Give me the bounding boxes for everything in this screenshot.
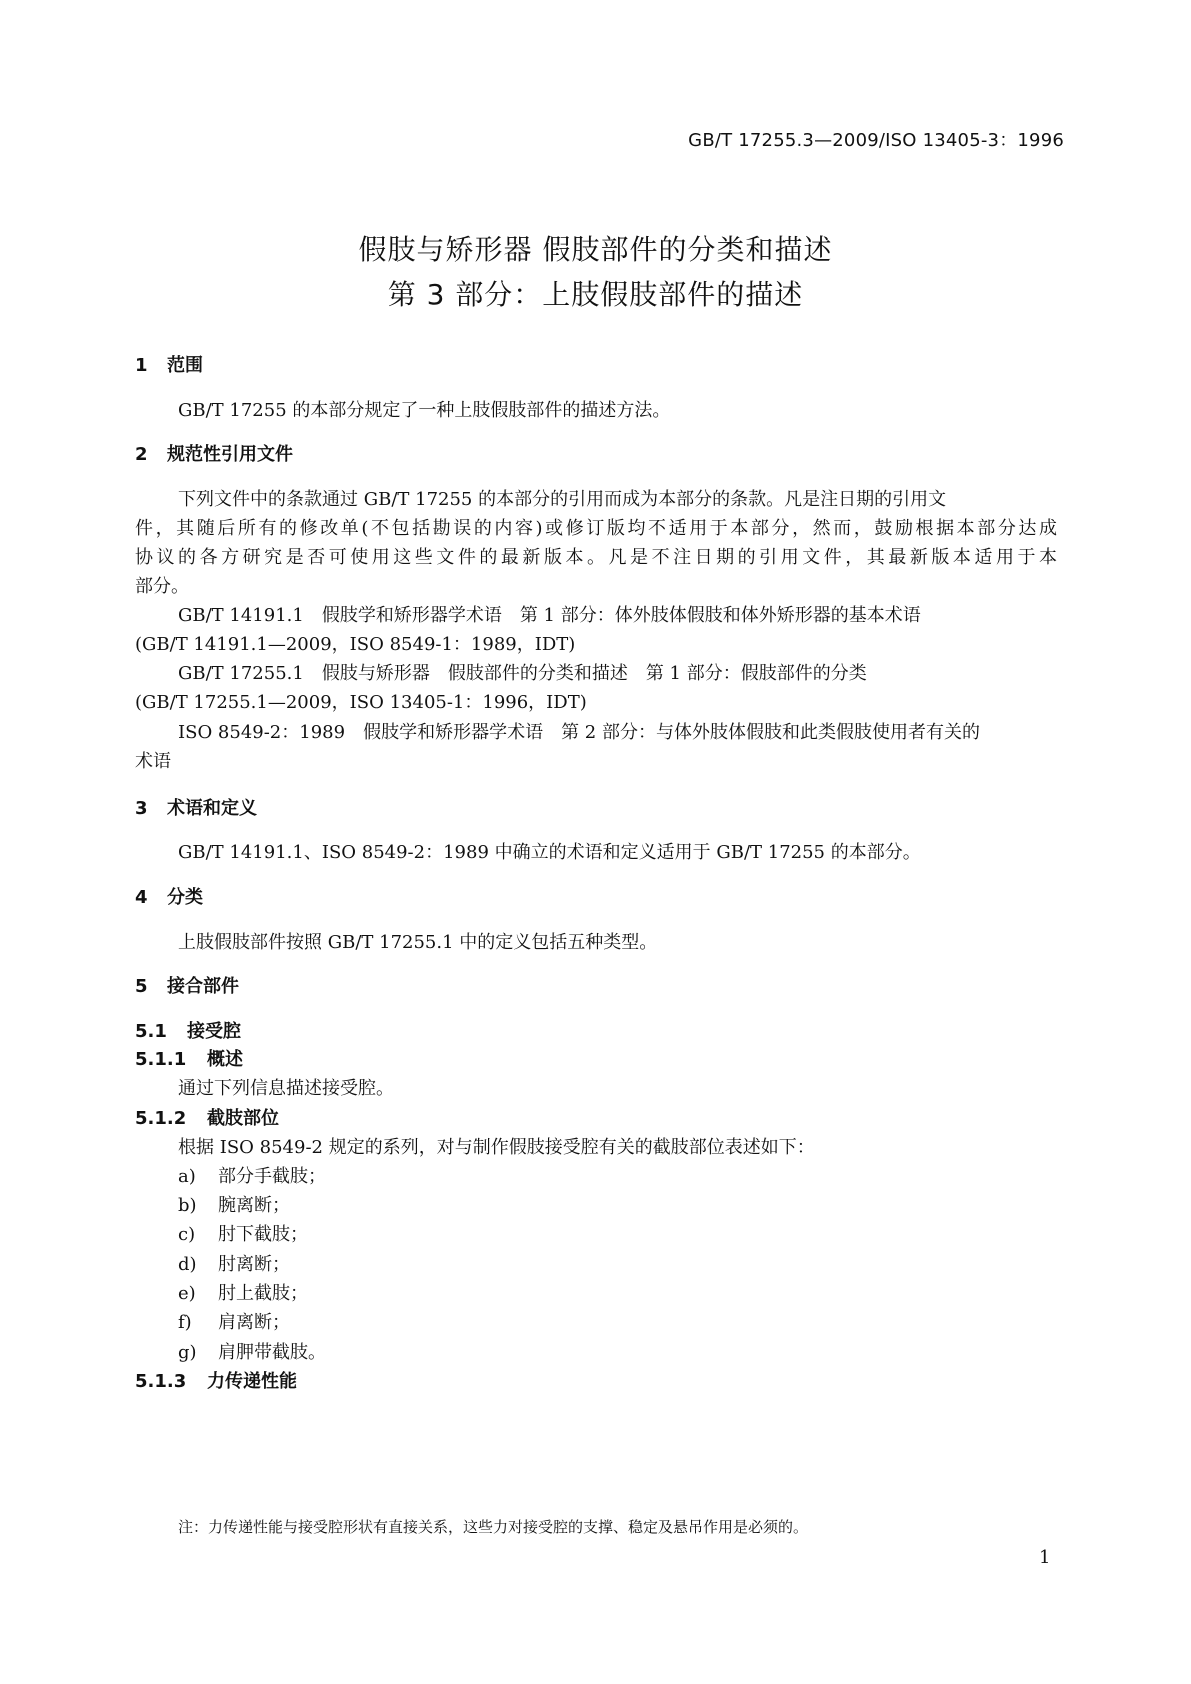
document-title: 假肢与矫形器 假肢部件的分类和描述: [358, 233, 833, 266]
list-marker: c): [178, 1224, 196, 1245]
section-title: 分类: [167, 887, 203, 908]
list-item: [178, 1220, 308, 1246]
list-marker: d): [178, 1254, 197, 1275]
list-item: [178, 1191, 290, 1217]
reference-line: 术语: [135, 751, 171, 772]
section-number: 4: [135, 887, 148, 908]
section-number: 2: [135, 444, 148, 465]
reference-line: GB/T 17255.1 假肢与矫形器 假肢部件的分类和描述 第 1 部分：假肢部件的分类: [178, 663, 867, 684]
section-number: 5.1.1: [135, 1049, 187, 1070]
list-item: [178, 1250, 290, 1276]
paragraph: 通过下列信息描述接受腔。: [178, 1078, 394, 1099]
section-number: 3: [135, 798, 148, 819]
subsection-5-1-1-heading: [135, 1045, 243, 1071]
reference-line: ISO 8549-2：1989 假肢学和矫形器学术语 第 2 部分：与体外肢体假肢和此类假肢使用者有关的: [178, 722, 980, 743]
list-item: [178, 1279, 308, 1305]
list-item-text: 肘离断；: [218, 1254, 290, 1275]
reference-line: (GB/T 14191.1—2009，ISO 8549-1：1989，IDT): [135, 634, 576, 655]
list-item-text: 腕离断；: [218, 1195, 290, 1216]
section-number: 5.1.2: [135, 1108, 187, 1129]
section-4-heading: [135, 883, 203, 909]
list-item-text: 肘上截肢；: [218, 1283, 308, 1304]
section-title: 接受腔: [187, 1021, 241, 1042]
section-number: 5: [135, 976, 148, 997]
section-3-heading: [135, 794, 257, 820]
list-item-text: 部分手截肢；: [218, 1166, 326, 1187]
paragraph: 根据 ISO 8549-2 规定的系列，对与制作假肢接受腔有关的截肢部位表述如下：: [178, 1137, 815, 1158]
list-item: [178, 1308, 290, 1334]
list-item-text: 肩胛带截肢。: [218, 1342, 326, 1363]
paragraph-line: 下列文件中的条款通过 GB/T 17255 的本部分的引用而成为本部分的条款。凡是注日期的引用文: [178, 489, 947, 510]
section-title: 接合部件: [167, 976, 239, 997]
paragraph: GB/T 14191.1、ISO 8549-2：1989 中确立的术语和定义适用于 GB/T 17255 的本部分。: [178, 842, 921, 863]
subsection-5-1-3-heading: [135, 1367, 297, 1393]
section-title: 规范性引用文件: [167, 444, 293, 465]
paragraph-line: 部分。: [135, 576, 189, 597]
section-title: 概述: [207, 1049, 243, 1070]
reference-line: GB/T 14191.1 假肢学和矫形器学术语 第 1 部分：体外肢体假肢和体外矫形器的基本术语: [178, 605, 921, 626]
section-5-heading: [135, 972, 239, 998]
paragraph-line: 协议的各方研究是否可使用这些文件的最新版本。凡是不注日期的引用文件，其最新版本适用于本: [135, 547, 1057, 568]
standard-number: GB/T 17255.3—2009/ISO 13405-3：1996: [688, 130, 1064, 151]
list-marker: a): [178, 1166, 196, 1187]
section-1-heading: [135, 351, 203, 377]
list-item-text: 肩离断；: [218, 1312, 290, 1333]
subsection-5-1-heading: [135, 1017, 241, 1043]
section-number: 1: [135, 355, 148, 376]
paragraph: GB/T 17255 的本部分规定了一种上肢假肢部件的描述方法。: [178, 400, 671, 421]
page-number: 1: [1039, 1547, 1051, 1568]
section-number: 5.1.3: [135, 1371, 187, 1392]
section-title: 截肢部位: [207, 1108, 279, 1129]
list-marker: b): [178, 1195, 197, 1216]
list-item: [178, 1338, 326, 1364]
list-marker: g): [178, 1342, 197, 1363]
reference-line: (GB/T 17255.1—2009，ISO 13405-1：1996，IDT): [135, 692, 587, 713]
section-title: 范围: [167, 355, 203, 376]
section-title: 力传递性能: [207, 1371, 297, 1392]
list-item-text: 肘下截肢；: [218, 1224, 308, 1245]
list-marker: f): [178, 1312, 192, 1333]
list-item: [178, 1162, 326, 1188]
section-2-heading: [135, 440, 293, 466]
subsection-5-1-2-heading: [135, 1104, 279, 1130]
paragraph-line: 件，其随后所有的修改单(不包括勘误的内容)或修订版均不适用于本部分，然而，鼓励根据本部分达成: [135, 518, 1057, 539]
section-number: 5.1: [135, 1021, 167, 1042]
paragraph: 上肢假肢部件按照 GB/T 17255.1 中的定义包括五种类型。: [178, 932, 658, 953]
note: 注：力传递性能与接受腔形状有直接关系，这些力对接受腔的支撑、稳定及悬吊作用是必须的。: [178, 1518, 809, 1536]
document-subtitle: 第 3 部分：上肢假肢部件的描述: [387, 278, 804, 311]
section-title: 术语和定义: [167, 798, 257, 819]
list-marker: e): [178, 1283, 196, 1304]
